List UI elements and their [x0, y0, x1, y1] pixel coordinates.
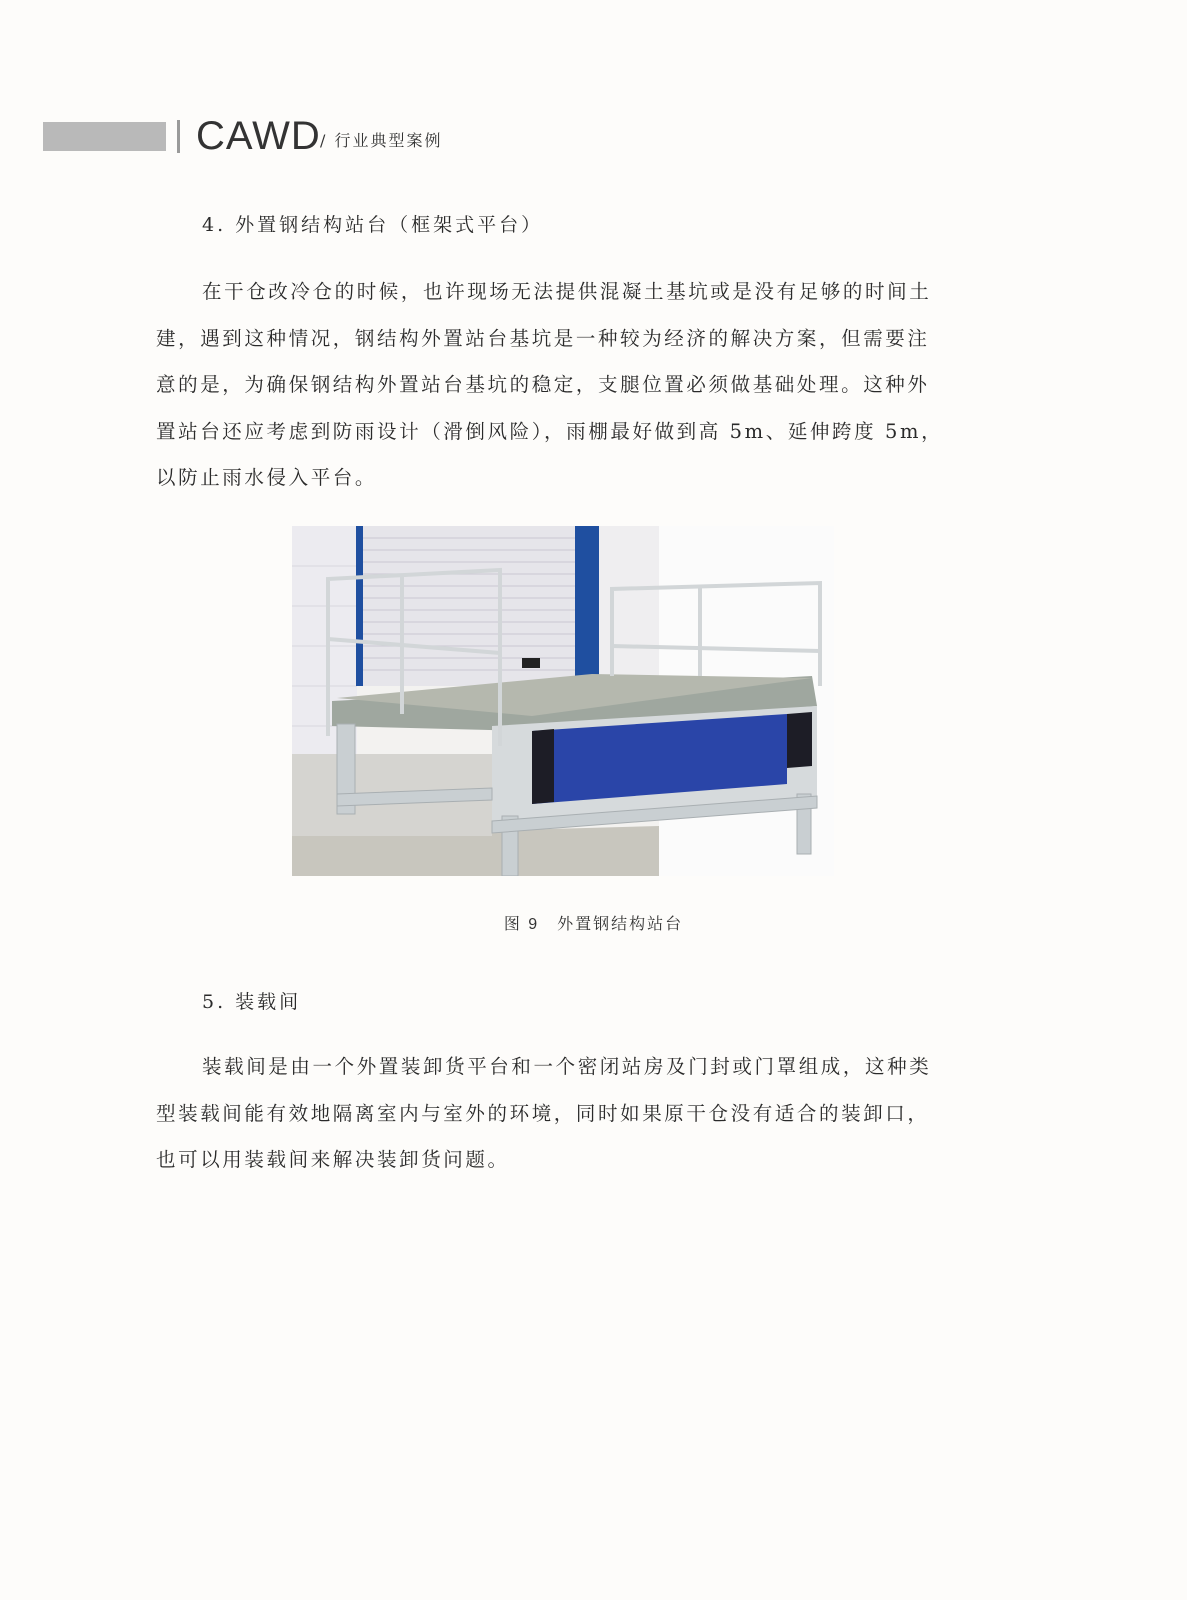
paragraph-line: 建，遇到这种情况，钢结构外置站台基坑是一种较为经济的解决方案，但需要注	[156, 326, 930, 350]
header-section-title: / 行业典型案例	[320, 131, 443, 150]
paragraph-line: 型装载间能有效地隔离室内与室外的环境，同时如果原干仓没有适合的装卸口，	[156, 1101, 930, 1125]
figure-label: 图 9	[503, 916, 540, 933]
paragraph-line: 装载间是由一个外置装卸货平台和一个密闭站房及门封或门罩组成，这种类	[202, 1055, 932, 1078]
header-gray-bar	[43, 122, 166, 151]
section-heading-5: 5. 装载间	[202, 991, 302, 1013]
steel-dock-platform-photo	[292, 526, 834, 876]
paragraph-line: 以防止雨水侵入平台。	[156, 466, 378, 489]
section-4-paragraph	[156, 269, 986, 502]
section-heading-4: 4. 外置钢结构站台（框架式平台）	[202, 214, 544, 236]
paragraph-line: 在干仓改冷仓的时候，也许现场无法提供混凝土基坑或是没有足够的时间土	[202, 280, 932, 303]
figure-caption-text: 外置钢结构站台	[557, 914, 684, 933]
header-divider	[177, 120, 180, 153]
figure-caption	[0, 912, 1187, 937]
paragraph-line: 意的是，为确保钢结构外置站台基坑的稳定，支腿位置必须做基础处理。这种外	[156, 373, 930, 396]
header-logo: CAWD	[196, 114, 321, 158]
paragraph-line: 置站台还应考虑到防雨设计（滑倒风险），雨棚最好做到高 5m、延伸跨度 5m，	[156, 419, 944, 443]
paragraph-line: 也可以用装载间来解决装卸货问题。	[156, 1148, 510, 1171]
section-5-paragraph	[156, 1044, 986, 1184]
